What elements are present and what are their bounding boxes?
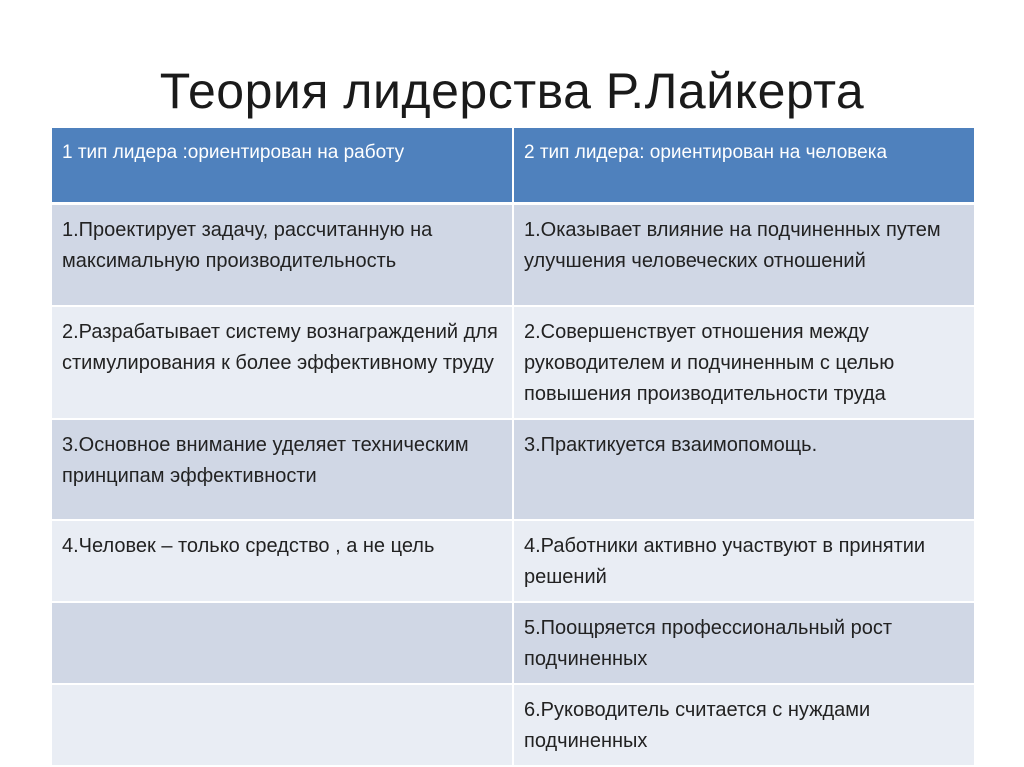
- table-row: [51, 520, 975, 602]
- table-cell: [51, 602, 513, 684]
- table-cell: 4.Человек – только средство , а не цель: [51, 520, 513, 602]
- table-row: [51, 203, 975, 306]
- table-cell: 1.Проектирует задачу, рассчитанную на максимальную производительность: [51, 203, 513, 306]
- table-cell: 3.Практикуется взаимопомощь.: [513, 419, 975, 520]
- table-row: [51, 419, 975, 520]
- table-cell: 6.Руководитель считается с нуждами подчиненных: [513, 684, 975, 766]
- table-row: [51, 684, 975, 766]
- table-cell: 1.Оказывает влияние на подчиненных путем улучшения человеческих отношений: [513, 203, 975, 306]
- table-row: [51, 306, 975, 419]
- header-leader-type-2: 2 тип лидера: ориентирован на человека: [513, 127, 975, 203]
- table-cell: 2.Совершенствует отношения между руководителем и подчиненным с целью повышения производительности труда: [513, 306, 975, 419]
- table-cell: 2.Разрабатывает систему вознаграждений для стимулирования к более эффективному труду: [51, 306, 513, 419]
- table-row: [51, 602, 975, 684]
- table-cell: 4.Работники активно участвуют в принятии решений: [513, 520, 975, 602]
- header-leader-type-1: 1 тип лидера :ориентирован на работу: [51, 127, 513, 203]
- slide-title: Теория лидерства Р.Лайкерта: [159, 63, 865, 119]
- table-cell: 3.Основное внимание уделяет техническим принципам эффективности: [51, 419, 513, 520]
- table-header-row: [51, 127, 975, 203]
- table-cell: 5.Поощряется профессиональный рост подчиненных: [513, 602, 975, 684]
- table-cell: [51, 684, 513, 766]
- comparison-table: [50, 126, 976, 767]
